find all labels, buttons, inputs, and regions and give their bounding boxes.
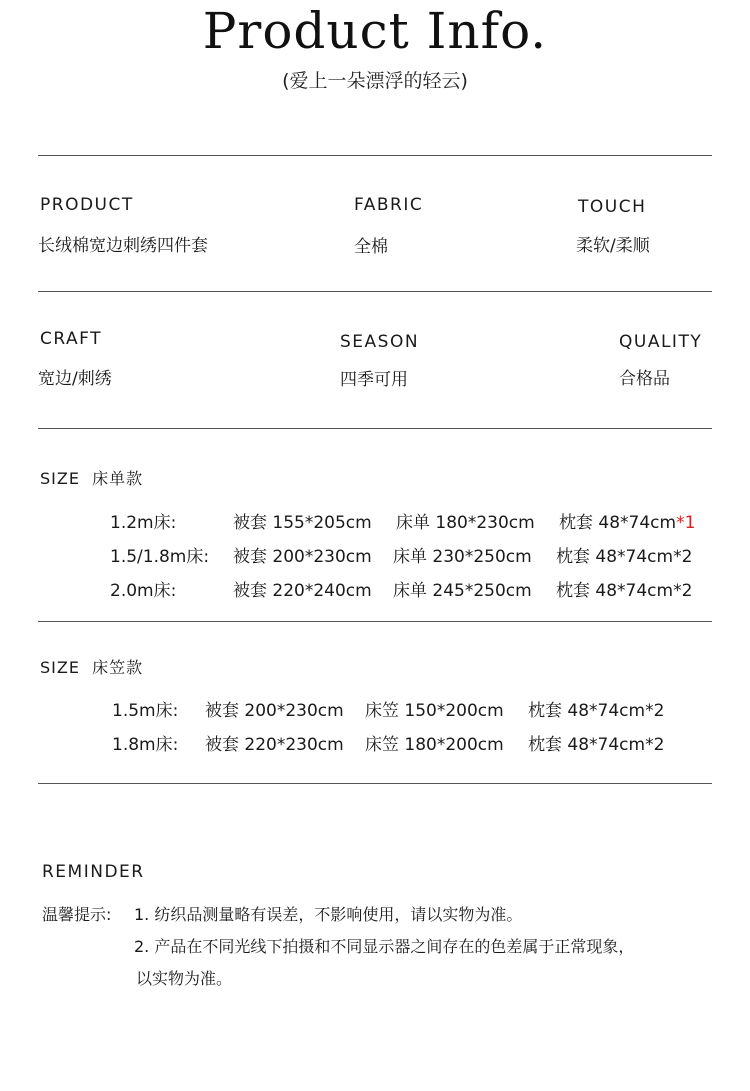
table-row-pillow <box>556 576 692 601</box>
table-row-sheet: 床单 180*230cm <box>396 513 535 533</box>
pillow-size: 枕套 48*74cm <box>559 513 677 533</box>
pillow-qty-highlight: *1 <box>676 513 696 533</box>
table-row-bed: 1.5/1.8m床: <box>110 547 210 567</box>
table-row-duvet: 被套 155*205cm <box>233 513 372 533</box>
product-value: 长绒棉宽边刺绣四件套 <box>38 236 208 256</box>
divider <box>38 621 712 622</box>
quality-value: 合格品 <box>619 369 670 389</box>
fabric-value: 全棉 <box>354 237 388 257</box>
size-sublabel: 床单款 <box>92 469 144 488</box>
touch-label: TOUCH <box>578 197 647 217</box>
table-row-duvet: 被套 220*240cm <box>233 581 372 601</box>
table-row-pillow: 枕套 48*74cm*2 <box>528 701 665 721</box>
size-label: SIZE <box>40 658 80 677</box>
table-row-sheet: 床单 245*250cm <box>393 581 532 601</box>
divider <box>38 783 712 784</box>
page-subtitle: (爱上一朵漂浮的轻云) <box>282 70 468 92</box>
page-title: Product Info. <box>202 2 548 60</box>
reminder-line-3: 以实物为准。 <box>136 969 233 988</box>
size-label: SIZE <box>40 469 80 488</box>
craft-value: 宽边/刺绣 <box>38 369 112 389</box>
reminder-prefix: 温馨提示: <box>42 905 112 924</box>
table-row-bed: 1.8m床: <box>112 735 179 755</box>
divider <box>38 155 712 156</box>
table-row-duvet: 被套 200*230cm <box>205 701 344 721</box>
table-row-sheet: 床笠 180*200cm <box>365 735 504 755</box>
table-row-duvet: 被套 220*230cm <box>205 735 344 755</box>
size-sublabel: 床笠款 <box>92 658 144 677</box>
quality-label: QUALITY <box>619 332 703 352</box>
reminder-label: REMINDER <box>42 862 145 882</box>
table-row-pillow: 枕套 48*74cm*2 <box>528 735 665 755</box>
divider <box>38 291 712 292</box>
size-sheet-heading <box>40 466 143 489</box>
pillow-size: 枕套 48*74cm <box>556 581 674 601</box>
season-value: 四季可用 <box>340 370 408 390</box>
table-row-sheet: 床单 230*250cm <box>393 547 532 567</box>
touch-value: 柔软/柔顺 <box>576 236 650 256</box>
reminder-line-1: 1. 纺织品测量略有误差，不影响使用，请以实物为准。 <box>134 905 523 924</box>
season-label: SEASON <box>340 332 420 352</box>
pillow-size: 枕套 48*74cm <box>556 547 674 567</box>
craft-label: CRAFT <box>40 329 102 349</box>
table-row-bed: 1.5m床: <box>112 701 179 721</box>
pillow-qty: *2 <box>673 547 693 567</box>
reminder-line-2: 2. 产品在不同光线下拍摄和不同显示器之间存在的色差属于正常现象， <box>134 937 635 956</box>
table-row-bed: 1.2m床: <box>110 513 177 533</box>
table-row-pillow <box>556 542 692 567</box>
table-row-bed: 2.0m床: <box>110 581 177 601</box>
table-row-pillow <box>559 508 695 533</box>
fabric-label: FABRIC <box>354 195 424 215</box>
divider <box>38 428 712 429</box>
pillow-qty: *2 <box>673 581 693 601</box>
table-row-duvet: 被套 200*230cm <box>233 547 372 567</box>
table-row-sheet: 床笠 150*200cm <box>365 701 504 721</box>
size-fitted-heading <box>40 655 143 678</box>
product-label: PRODUCT <box>40 195 134 215</box>
